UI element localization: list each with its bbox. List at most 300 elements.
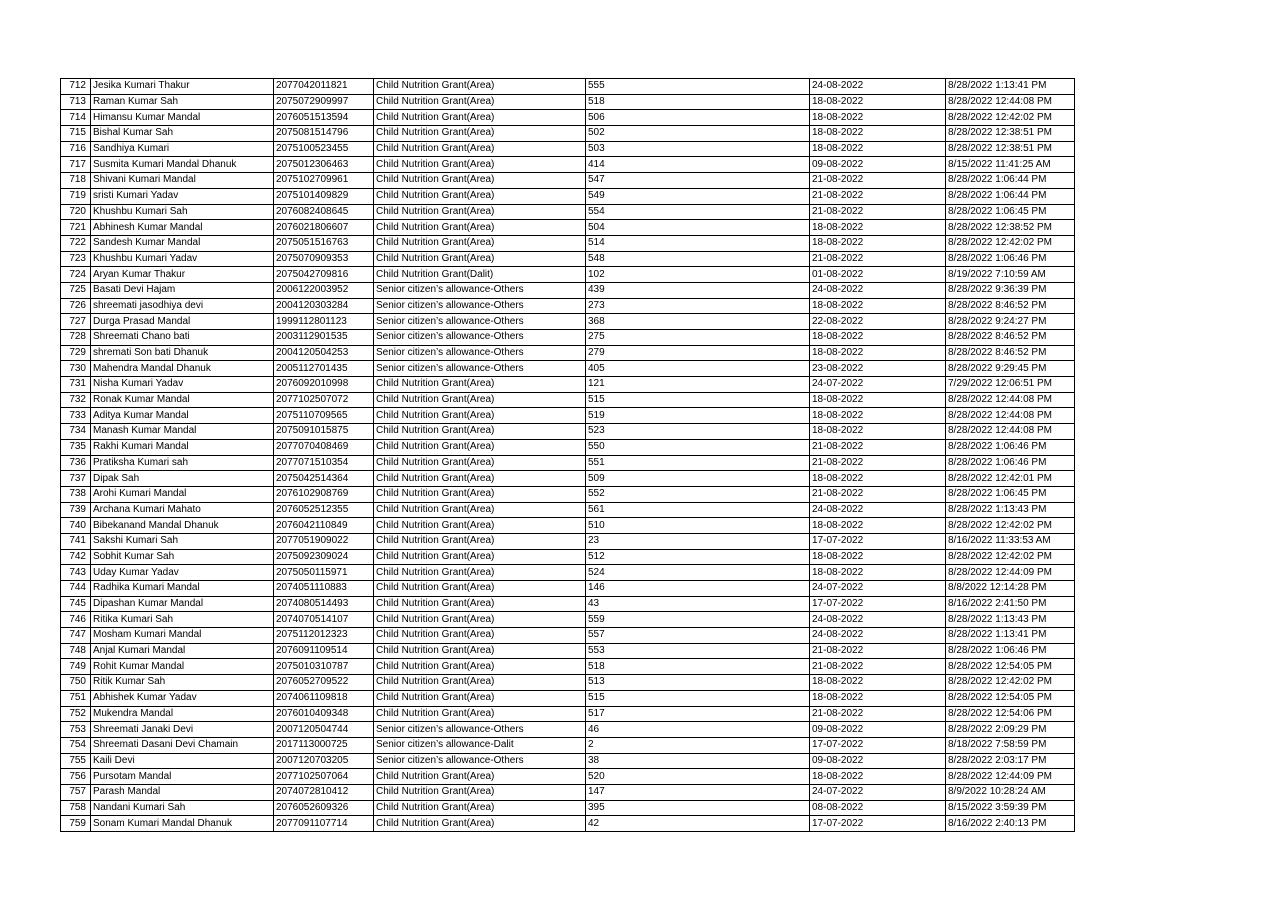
- amount-cell: 518: [586, 94, 810, 110]
- serial-number-cell: 724: [61, 267, 91, 283]
- date-cell: 18-08-2022: [810, 690, 946, 706]
- timestamp-cell: 8/28/2022 1:06:44 PM: [946, 173, 1075, 189]
- date-cell: 18-08-2022: [810, 471, 946, 487]
- serial-number-cell: 742: [61, 549, 91, 565]
- scheme-cell: Child Nutrition Grant(Area): [374, 565, 586, 581]
- timestamp-cell: 7/29/2022 12:06:51 PM: [946, 377, 1075, 393]
- id-number-cell: 2075050115971: [274, 565, 374, 581]
- name-cell: Pursotam Mandal: [91, 769, 274, 785]
- serial-number-cell: 743: [61, 565, 91, 581]
- date-cell: 24-07-2022: [810, 581, 946, 597]
- table-row: [61, 628, 1075, 644]
- serial-number-cell: 725: [61, 282, 91, 298]
- date-cell: 24-08-2022: [810, 502, 946, 518]
- timestamp-cell: 8/15/2022 11:41:25 AM: [946, 157, 1075, 173]
- table-row: [61, 188, 1075, 204]
- serial-number-cell: 737: [61, 471, 91, 487]
- serial-number-cell: 735: [61, 439, 91, 455]
- timestamp-cell: 8/28/2022 12:54:05 PM: [946, 659, 1075, 675]
- scheme-cell: Child Nutrition Grant(Area): [374, 518, 586, 534]
- name-cell: Mukendra Mandal: [91, 706, 274, 722]
- serial-number-cell: 759: [61, 816, 91, 832]
- table-row: [61, 486, 1075, 502]
- date-cell: 17-07-2022: [810, 737, 946, 753]
- scheme-cell: Senior citizen’s allowance-Others: [374, 282, 586, 298]
- scheme-cell: Child Nutrition Grant(Dalit): [374, 267, 586, 283]
- timestamp-cell: 8/28/2022 9:29:45 PM: [946, 361, 1075, 377]
- id-number-cell: 2075010310787: [274, 659, 374, 675]
- scheme-cell: Child Nutrition Grant(Area): [374, 126, 586, 142]
- date-cell: 18-08-2022: [810, 408, 946, 424]
- id-number-cell: 2076091109514: [274, 643, 374, 659]
- name-cell: Aditya Kumar Mandal: [91, 408, 274, 424]
- table-row: [61, 424, 1075, 440]
- id-number-cell: 2075042514364: [274, 471, 374, 487]
- id-number-cell: 2076010409348: [274, 706, 374, 722]
- table-row: [61, 675, 1075, 691]
- serial-number-cell: 756: [61, 769, 91, 785]
- serial-number-cell: 722: [61, 235, 91, 251]
- timestamp-cell: 8/28/2022 2:03:17 PM: [946, 753, 1075, 769]
- id-number-cell: 2075112012323: [274, 628, 374, 644]
- serial-number-cell: 751: [61, 690, 91, 706]
- id-number-cell: 2004120504253: [274, 345, 374, 361]
- table-body: [61, 79, 1075, 832]
- serial-number-cell: 713: [61, 94, 91, 110]
- timestamp-cell: 8/15/2022 3:59:39 PM: [946, 800, 1075, 816]
- table-row: [61, 722, 1075, 738]
- id-number-cell: 2075100523455: [274, 141, 374, 157]
- name-cell: Bishal Kumar Sah: [91, 126, 274, 142]
- amount-cell: 275: [586, 330, 810, 346]
- name-cell: Shreemati Janaki Devi: [91, 722, 274, 738]
- name-cell: Jesika Kumari Thakur: [91, 79, 274, 95]
- id-number-cell: 2077102507072: [274, 392, 374, 408]
- id-number-cell: 2076052512355: [274, 502, 374, 518]
- name-cell: Anjal Kumari Mandal: [91, 643, 274, 659]
- date-cell: 17-07-2022: [810, 816, 946, 832]
- id-number-cell: 2077071510354: [274, 455, 374, 471]
- amount-cell: 506: [586, 110, 810, 126]
- timestamp-cell: 8/28/2022 1:06:46 PM: [946, 439, 1075, 455]
- id-number-cell: 2007120504744: [274, 722, 374, 738]
- date-cell: 21-08-2022: [810, 204, 946, 220]
- amount-cell: 502: [586, 126, 810, 142]
- scheme-cell: Senior citizen’s allowance-Others: [374, 298, 586, 314]
- date-cell: 24-08-2022: [810, 79, 946, 95]
- amount-cell: 549: [586, 188, 810, 204]
- table-row: [61, 737, 1075, 753]
- amount-cell: 551: [586, 455, 810, 471]
- serial-number-cell: 746: [61, 612, 91, 628]
- serial-number-cell: 754: [61, 737, 91, 753]
- table-row: [61, 94, 1075, 110]
- scheme-cell: Child Nutrition Grant(Area): [374, 612, 586, 628]
- table-row: [61, 565, 1075, 581]
- id-number-cell: 2074070514107: [274, 612, 374, 628]
- serial-number-cell: 736: [61, 455, 91, 471]
- name-cell: shreemati jasodhiya devi: [91, 298, 274, 314]
- serial-number-cell: 729: [61, 345, 91, 361]
- table-row: [61, 581, 1075, 597]
- name-cell: Ritik Kumar Sah: [91, 675, 274, 691]
- table-row: [61, 596, 1075, 612]
- date-cell: 21-08-2022: [810, 439, 946, 455]
- name-cell: Aryan Kumar Thakur: [91, 267, 274, 283]
- timestamp-cell: 8/19/2022 7:10:59 AM: [946, 267, 1075, 283]
- serial-number-cell: 733: [61, 408, 91, 424]
- table-row: [61, 204, 1075, 220]
- scheme-cell: Child Nutrition Grant(Area): [374, 769, 586, 785]
- amount-cell: 46: [586, 722, 810, 738]
- table-row: [61, 267, 1075, 283]
- date-cell: 18-08-2022: [810, 330, 946, 346]
- amount-cell: 554: [586, 204, 810, 220]
- name-cell: Archana Kumari Mahato: [91, 502, 274, 518]
- amount-cell: 550: [586, 439, 810, 455]
- id-number-cell: 2076052609326: [274, 800, 374, 816]
- id-number-cell: 2007120703205: [274, 753, 374, 769]
- date-cell: 23-08-2022: [810, 361, 946, 377]
- amount-cell: 102: [586, 267, 810, 283]
- serial-number-cell: 740: [61, 518, 91, 534]
- timestamp-cell: 8/28/2022 1:13:41 PM: [946, 628, 1075, 644]
- amount-cell: 520: [586, 769, 810, 785]
- timestamp-cell: 8/9/2022 10:28:24 AM: [946, 784, 1075, 800]
- serial-number-cell: 750: [61, 675, 91, 691]
- scheme-cell: Child Nutrition Grant(Area): [374, 79, 586, 95]
- scheme-cell: Child Nutrition Grant(Area): [374, 377, 586, 393]
- table-row: [61, 314, 1075, 330]
- id-number-cell: 2075081514796: [274, 126, 374, 142]
- amount-cell: 504: [586, 220, 810, 236]
- scheme-cell: Child Nutrition Grant(Area): [374, 220, 586, 236]
- amount-cell: 121: [586, 377, 810, 393]
- table-row: [61, 549, 1075, 565]
- table-row: [61, 816, 1075, 832]
- amount-cell: 553: [586, 643, 810, 659]
- scheme-cell: Child Nutrition Grant(Area): [374, 235, 586, 251]
- id-number-cell: 2075070909353: [274, 251, 374, 267]
- timestamp-cell: 8/28/2022 12:44:08 PM: [946, 408, 1075, 424]
- table-row: [61, 408, 1075, 424]
- amount-cell: 38: [586, 753, 810, 769]
- amount-cell: 514: [586, 235, 810, 251]
- table-row: [61, 518, 1075, 534]
- table-row: [61, 439, 1075, 455]
- date-cell: 18-08-2022: [810, 220, 946, 236]
- scheme-cell: Senior citizen’s allowance-Others: [374, 753, 586, 769]
- table-row: [61, 533, 1075, 549]
- id-number-cell: 2076102908769: [274, 486, 374, 502]
- serial-number-cell: 734: [61, 424, 91, 440]
- timestamp-cell: 8/28/2022 1:06:46 PM: [946, 643, 1075, 659]
- table-row: [61, 282, 1075, 298]
- beneficiary-table: [60, 78, 1075, 832]
- scheme-cell: Child Nutrition Grant(Area): [374, 816, 586, 832]
- name-cell: shremati Son bati Dhanuk: [91, 345, 274, 361]
- serial-number-cell: 730: [61, 361, 91, 377]
- date-cell: 18-08-2022: [810, 769, 946, 785]
- timestamp-cell: 8/28/2022 12:44:08 PM: [946, 392, 1075, 408]
- serial-number-cell: 719: [61, 188, 91, 204]
- name-cell: Basati Devi Hajam: [91, 282, 274, 298]
- scheme-cell: Child Nutrition Grant(Area): [374, 643, 586, 659]
- scheme-cell: Child Nutrition Grant(Area): [374, 533, 586, 549]
- name-cell: Manash Kumar Mandal: [91, 424, 274, 440]
- table-row: [61, 298, 1075, 314]
- date-cell: 18-08-2022: [810, 94, 946, 110]
- table-row: [61, 502, 1075, 518]
- amount-cell: 513: [586, 675, 810, 691]
- id-number-cell: 2077070408469: [274, 439, 374, 455]
- amount-cell: 517: [586, 706, 810, 722]
- amount-cell: 2: [586, 737, 810, 753]
- serial-number-cell: 728: [61, 330, 91, 346]
- id-number-cell: 2075102709961: [274, 173, 374, 189]
- serial-number-cell: 717: [61, 157, 91, 173]
- date-cell: 08-08-2022: [810, 800, 946, 816]
- serial-number-cell: 723: [61, 251, 91, 267]
- serial-number-cell: 757: [61, 784, 91, 800]
- timestamp-cell: 8/28/2022 12:44:08 PM: [946, 424, 1075, 440]
- timestamp-cell: 8/28/2022 12:38:51 PM: [946, 126, 1075, 142]
- scheme-cell: Child Nutrition Grant(Area): [374, 424, 586, 440]
- scheme-cell: Child Nutrition Grant(Area): [374, 659, 586, 675]
- id-number-cell: 2077091107714: [274, 816, 374, 832]
- serial-number-cell: 738: [61, 486, 91, 502]
- amount-cell: 559: [586, 612, 810, 628]
- scheme-cell: Senior citizen’s allowance-Others: [374, 330, 586, 346]
- scheme-cell: Child Nutrition Grant(Area): [374, 706, 586, 722]
- date-cell: 18-08-2022: [810, 298, 946, 314]
- scheme-cell: Child Nutrition Grant(Area): [374, 486, 586, 502]
- timestamp-cell: 8/28/2022 12:42:02 PM: [946, 110, 1075, 126]
- table-row: [61, 157, 1075, 173]
- id-number-cell: 2074061109818: [274, 690, 374, 706]
- id-number-cell: 2077051909022: [274, 533, 374, 549]
- timestamp-cell: 8/28/2022 12:44:09 PM: [946, 769, 1075, 785]
- scheme-cell: Child Nutrition Grant(Area): [374, 392, 586, 408]
- date-cell: 24-08-2022: [810, 282, 946, 298]
- serial-number-cell: 720: [61, 204, 91, 220]
- amount-cell: 414: [586, 157, 810, 173]
- amount-cell: 524: [586, 565, 810, 581]
- amount-cell: 42: [586, 816, 810, 832]
- timestamp-cell: 8/28/2022 1:06:45 PM: [946, 486, 1075, 502]
- table-row: [61, 690, 1075, 706]
- id-number-cell: 2076082408645: [274, 204, 374, 220]
- name-cell: Ronak Kumar Mandal: [91, 392, 274, 408]
- id-number-cell: 2017113000725: [274, 737, 374, 753]
- id-number-cell: 2075101409829: [274, 188, 374, 204]
- serial-number-cell: 739: [61, 502, 91, 518]
- id-number-cell: 2076021806607: [274, 220, 374, 236]
- serial-number-cell: 732: [61, 392, 91, 408]
- serial-number-cell: 747: [61, 628, 91, 644]
- timestamp-cell: 8/28/2022 12:42:02 PM: [946, 235, 1075, 251]
- name-cell: Sandesh Kumar Mandal: [91, 235, 274, 251]
- timestamp-cell: 8/28/2022 12:42:02 PM: [946, 675, 1075, 691]
- serial-number-cell: 731: [61, 377, 91, 393]
- table-row: [61, 753, 1075, 769]
- name-cell: Arohi Kumari Mandal: [91, 486, 274, 502]
- name-cell: Durga Prasad Mandal: [91, 314, 274, 330]
- name-cell: Rakhi Kumari Mandal: [91, 439, 274, 455]
- date-cell: 09-08-2022: [810, 157, 946, 173]
- table-row: [61, 330, 1075, 346]
- table-row: [61, 455, 1075, 471]
- id-number-cell: 1999112801123: [274, 314, 374, 330]
- id-number-cell: 2076092010998: [274, 377, 374, 393]
- timestamp-cell: 8/28/2022 1:06:46 PM: [946, 455, 1075, 471]
- serial-number-cell: 715: [61, 126, 91, 142]
- amount-cell: 557: [586, 628, 810, 644]
- timestamp-cell: 8/28/2022 1:13:41 PM: [946, 79, 1075, 95]
- timestamp-cell: 8/28/2022 12:54:05 PM: [946, 690, 1075, 706]
- scheme-cell: Child Nutrition Grant(Area): [374, 251, 586, 267]
- timestamp-cell: 8/28/2022 9:24:27 PM: [946, 314, 1075, 330]
- date-cell: 17-07-2022: [810, 596, 946, 612]
- timestamp-cell: 8/28/2022 1:06:45 PM: [946, 204, 1075, 220]
- id-number-cell: 2075072909997: [274, 94, 374, 110]
- id-number-cell: 2074072810412: [274, 784, 374, 800]
- id-number-cell: 2075051516763: [274, 235, 374, 251]
- amount-cell: 515: [586, 392, 810, 408]
- scheme-cell: Child Nutrition Grant(Area): [374, 690, 586, 706]
- amount-cell: 515: [586, 690, 810, 706]
- date-cell: 21-08-2022: [810, 455, 946, 471]
- name-cell: sristi Kumari Yadav: [91, 188, 274, 204]
- amount-cell: 512: [586, 549, 810, 565]
- timestamp-cell: 8/28/2022 12:38:52 PM: [946, 220, 1075, 236]
- scheme-cell: Senior citizen’s allowance-Others: [374, 314, 586, 330]
- amount-cell: 519: [586, 408, 810, 424]
- name-cell: Susmita Kumari Mandal Dhanuk: [91, 157, 274, 173]
- id-number-cell: 2076042110849: [274, 518, 374, 534]
- date-cell: 21-08-2022: [810, 643, 946, 659]
- date-cell: 24-08-2022: [810, 628, 946, 644]
- amount-cell: 147: [586, 784, 810, 800]
- date-cell: 24-08-2022: [810, 612, 946, 628]
- scheme-cell: Child Nutrition Grant(Area): [374, 784, 586, 800]
- id-number-cell: 2006122003952: [274, 282, 374, 298]
- scheme-cell: Child Nutrition Grant(Area): [374, 628, 586, 644]
- timestamp-cell: 8/16/2022 2:40:13 PM: [946, 816, 1075, 832]
- table-row: [61, 706, 1075, 722]
- amount-cell: 279: [586, 345, 810, 361]
- amount-cell: 43: [586, 596, 810, 612]
- amount-cell: 273: [586, 298, 810, 314]
- timestamp-cell: 8/28/2022 1:06:46 PM: [946, 251, 1075, 267]
- timestamp-cell: 8/28/2022 2:09:29 PM: [946, 722, 1075, 738]
- date-cell: 24-07-2022: [810, 784, 946, 800]
- serial-number-cell: 758: [61, 800, 91, 816]
- id-number-cell: 2076052709522: [274, 675, 374, 691]
- serial-number-cell: 745: [61, 596, 91, 612]
- serial-number-cell: 753: [61, 722, 91, 738]
- id-number-cell: 2076051513594: [274, 110, 374, 126]
- name-cell: Raman Kumar Sah: [91, 94, 274, 110]
- scheme-cell: Senior citizen’s allowance-Others: [374, 722, 586, 738]
- amount-cell: 503: [586, 141, 810, 157]
- timestamp-cell: 8/28/2022 1:06:44 PM: [946, 188, 1075, 204]
- name-cell: Sobhit Kumar Sah: [91, 549, 274, 565]
- name-cell: Parash Mandal: [91, 784, 274, 800]
- timestamp-cell: 8/28/2022 8:46:52 PM: [946, 298, 1075, 314]
- id-number-cell: 2075110709565: [274, 408, 374, 424]
- scheme-cell: Senior citizen’s allowance-Others: [374, 345, 586, 361]
- scheme-cell: Child Nutrition Grant(Area): [374, 455, 586, 471]
- name-cell: Uday Kumar Yadav: [91, 565, 274, 581]
- date-cell: 18-08-2022: [810, 424, 946, 440]
- id-number-cell: 2003112901535: [274, 330, 374, 346]
- id-number-cell: 2077102507064: [274, 769, 374, 785]
- serial-number-cell: 752: [61, 706, 91, 722]
- serial-number-cell: 744: [61, 581, 91, 597]
- serial-number-cell: 726: [61, 298, 91, 314]
- name-cell: Shivani Kumari Mandal: [91, 173, 274, 189]
- date-cell: 18-08-2022: [810, 518, 946, 534]
- scheme-cell: Child Nutrition Grant(Area): [374, 596, 586, 612]
- amount-cell: 510: [586, 518, 810, 534]
- date-cell: 21-08-2022: [810, 251, 946, 267]
- serial-number-cell: 714: [61, 110, 91, 126]
- scheme-cell: Child Nutrition Grant(Area): [374, 800, 586, 816]
- serial-number-cell: 718: [61, 173, 91, 189]
- id-number-cell: 2075042709816: [274, 267, 374, 283]
- amount-cell: 395: [586, 800, 810, 816]
- id-number-cell: 2075091015875: [274, 424, 374, 440]
- serial-number-cell: 755: [61, 753, 91, 769]
- table-row: [61, 392, 1075, 408]
- timestamp-cell: 8/28/2022 12:44:08 PM: [946, 94, 1075, 110]
- date-cell: 18-08-2022: [810, 126, 946, 142]
- name-cell: Kaili Devi: [91, 753, 274, 769]
- amount-cell: 547: [586, 173, 810, 189]
- timestamp-cell: 8/28/2022 1:13:43 PM: [946, 612, 1075, 628]
- id-number-cell: 2075012306463: [274, 157, 374, 173]
- amount-cell: 523: [586, 424, 810, 440]
- scheme-cell: Child Nutrition Grant(Area): [374, 141, 586, 157]
- serial-number-cell: 721: [61, 220, 91, 236]
- timestamp-cell: 8/28/2022 12:42:02 PM: [946, 518, 1075, 534]
- date-cell: 01-08-2022: [810, 267, 946, 283]
- amount-cell: 561: [586, 502, 810, 518]
- date-cell: 24-07-2022: [810, 377, 946, 393]
- table-row: [61, 220, 1075, 236]
- date-cell: 21-08-2022: [810, 706, 946, 722]
- date-cell: 18-08-2022: [810, 345, 946, 361]
- name-cell: Mosham Kumari Mandal: [91, 628, 274, 644]
- serial-number-cell: 727: [61, 314, 91, 330]
- timestamp-cell: 8/28/2022 12:38:51 PM: [946, 141, 1075, 157]
- scheme-cell: Child Nutrition Grant(Area): [374, 110, 586, 126]
- table-row: [61, 110, 1075, 126]
- date-cell: 22-08-2022: [810, 314, 946, 330]
- name-cell: Nandani Kumari Sah: [91, 800, 274, 816]
- name-cell: Khushbu Kumari Yadav: [91, 251, 274, 267]
- scheme-cell: Child Nutrition Grant(Area): [374, 157, 586, 173]
- name-cell: Rohit Kumar Mandal: [91, 659, 274, 675]
- amount-cell: 552: [586, 486, 810, 502]
- date-cell: 21-08-2022: [810, 188, 946, 204]
- table-row: [61, 141, 1075, 157]
- name-cell: Sonam Kumari Mandal Dhanuk: [91, 816, 274, 832]
- table-row: [61, 643, 1075, 659]
- name-cell: Abhishek Kumar Yadav: [91, 690, 274, 706]
- timestamp-cell: 8/16/2022 2:41:50 PM: [946, 596, 1075, 612]
